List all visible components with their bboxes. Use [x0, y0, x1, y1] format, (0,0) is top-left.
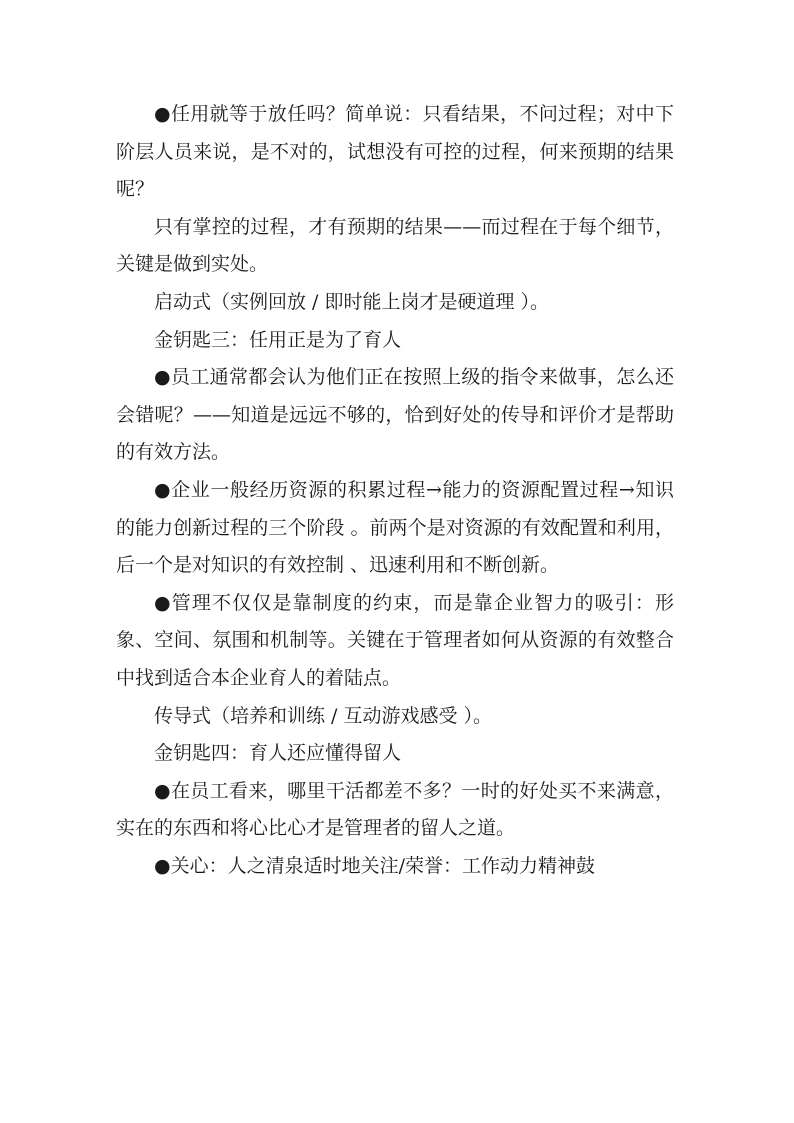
paragraph: 启动式（实例回放 / 即时能上岗才是硬道理 ）。	[154, 290, 550, 313]
paragraph: ●关心：人之清泉适时地关注/荣誉：工作动力精神鼓	[154, 854, 595, 877]
paragraph: ●管理不仅仅是靠制度的约束，而是靠企业智力的吸引：形象、空间、氛围和机制等。关键在于管理者如何从资源的有效整合中找到适合本企业育人的着陆点。	[116, 591, 674, 689]
section-heading: 金钥匙四：育人还应懂得留人	[154, 742, 402, 765]
paragraph: 传导式（培养和训练 / 互动游戏感受 ）。	[154, 704, 493, 727]
paragraph: ●在员工看来，哪里干活都差不多？一时的好处买不来满意，实在的东西和将心比心才是管理者的留人之道。	[116, 779, 674, 840]
paragraph: ●企业一般经历资源的积累过程→能力的资源配置过程→知识的能力创新过程的三个阶段 。前两个是对资源的有效配置和利用，后一个是对知识的有效控制 、迅速利用和不断创新。	[116, 478, 674, 577]
paragraph: ●员工通常都会认为他们正在按照上级的指令来做事，怎么还会错呢？——知道是远远不够的，恰到好处的传导和评价才是帮助的有效方法。	[116, 366, 674, 464]
document-body	[116, 96, 674, 885]
section-heading: 金钥匙三：任用正是为了育人	[154, 328, 402, 351]
paragraph: ●任用就等于放任吗？简单说：只看结果，不问过程；对中下阶层人员来说，是不对的，试想没有可控的过程，何来预期的结果呢？	[116, 103, 674, 201]
paragraph: 只有掌控的过程，才有预期的结果——而过程在于每个细节，关键是做到实处。	[116, 215, 674, 276]
